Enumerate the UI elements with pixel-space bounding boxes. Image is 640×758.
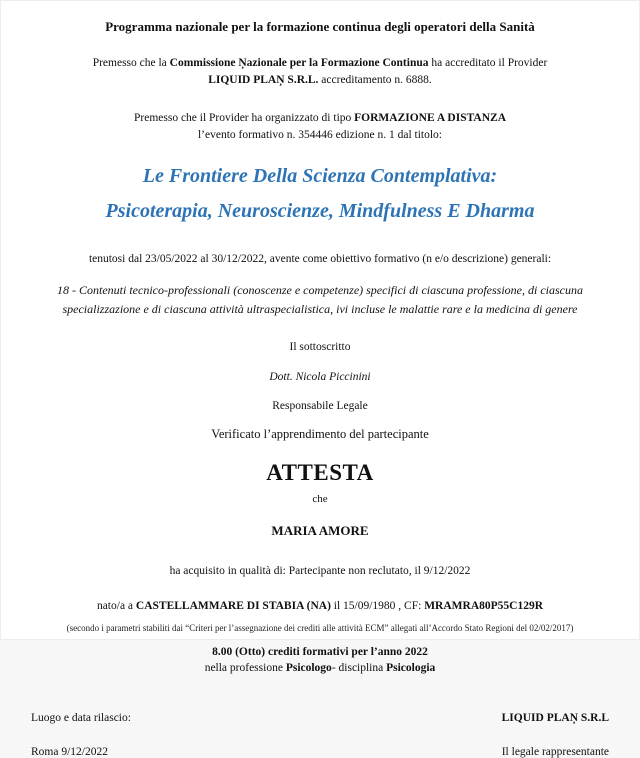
- provider-name: LIQUID PLAŅ S.R.L.: [208, 74, 319, 86]
- verification-line: Verificato l’apprendimento del partecipante: [211, 427, 429, 442]
- commission-name: Commissione Ņazionale per la Formazione Continua: [169, 57, 429, 69]
- criteria-note: (secondo i parametri stabiliti dai “Criteri per l’assegnazione dei crediti alle attività ECM” allegati all’Accordo Stato Regioni del 02/02/2017): [66, 623, 574, 634]
- footer: [31, 712, 609, 758]
- event-type: FORMAZIONE A DISTANZA: [354, 112, 507, 124]
- subscriber-line: Il sottoscritto: [289, 341, 351, 354]
- fiscal-code: MRAMRA80P55C129R: [424, 600, 544, 613]
- legal-representative-name: Dott. Nicola Piccinini: [269, 371, 371, 384]
- credits-line: 8.00 (Otto) crediti formativi per l’anno 2022: [212, 646, 428, 659]
- training-objective: 18 - Contenuti tecnico-professionali (conoscenze e competenze) specifici di ciascuna professione, di ciascuna specializzazione e di ciascuna attività ultraspecialistica, ivi incluse le malattie rare e la medicina di genere: [57, 283, 583, 317]
- birth-place: CASTELLAMMARE DI STABIA (NA): [135, 600, 331, 613]
- premise1-post: ha accreditato il Provider: [428, 57, 548, 69]
- participation-line: ha acquisito in qualità di: Partecipante non reclutato, il 9/12/2022: [169, 565, 471, 578]
- discipline-name: Psicologia: [386, 662, 436, 675]
- footer-right: [502, 712, 609, 758]
- course-dates-line: tenutosi dal 23/05/2022 al 30/12/2022, avente come obiettivo formativo (n e/o descrizione) generali:: [88, 253, 552, 265]
- born-pre: nato/a a: [96, 600, 136, 613]
- premise1-pre: Premesso che la: [92, 57, 170, 69]
- participant-name: MARIA AMORE: [271, 523, 369, 539]
- profession-mid: - disciplina: [331, 662, 387, 675]
- profession-name: Psicologo: [285, 662, 332, 675]
- issue-place-label: Luogo e data rilascio:: [31, 712, 131, 725]
- document-header: Programma nazionale per la formazione continua degli operatori della Sanità: [105, 19, 535, 34]
- legal-representative-role: Responsabile Legale: [272, 400, 368, 413]
- premise3-pre: Premesso che il Provider ha organizzato di tipo: [133, 112, 355, 124]
- event-number-line: l’evento formativo n. 354446 edizione n. 1 dal titolo:: [197, 129, 442, 141]
- profession-pre: nella professione: [204, 662, 286, 675]
- che-line: che: [312, 493, 328, 506]
- birth-date: il 15/09/1980 , CF:: [330, 600, 425, 613]
- footer-left: [31, 712, 131, 758]
- issue-place-value: Roma 9/12/2022: [31, 746, 108, 758]
- provider-accreditation-line: [31, 74, 609, 86]
- course-title: [31, 159, 609, 229]
- birth-and-cf-line: [31, 600, 609, 612]
- attesta-heading: ATTESTA: [266, 460, 374, 486]
- profession-line: [31, 662, 609, 674]
- premise-commission-line: [31, 57, 609, 69]
- course-title-line1: Le Frontiere Della Scienza Contemplativa:: [142, 165, 498, 187]
- footer-provider-name: LIQUID PLAŅ S.R.L: [501, 712, 609, 725]
- premise-event-type-line: [31, 112, 609, 124]
- course-title-line2: Psicoterapia, Neuroscienze, Mindfulness E Dharma: [105, 200, 535, 222]
- footer-legal-representative-label: Il legale rappresentante: [501, 746, 609, 758]
- accreditation-number: accreditamento n. 6888.: [318, 74, 432, 86]
